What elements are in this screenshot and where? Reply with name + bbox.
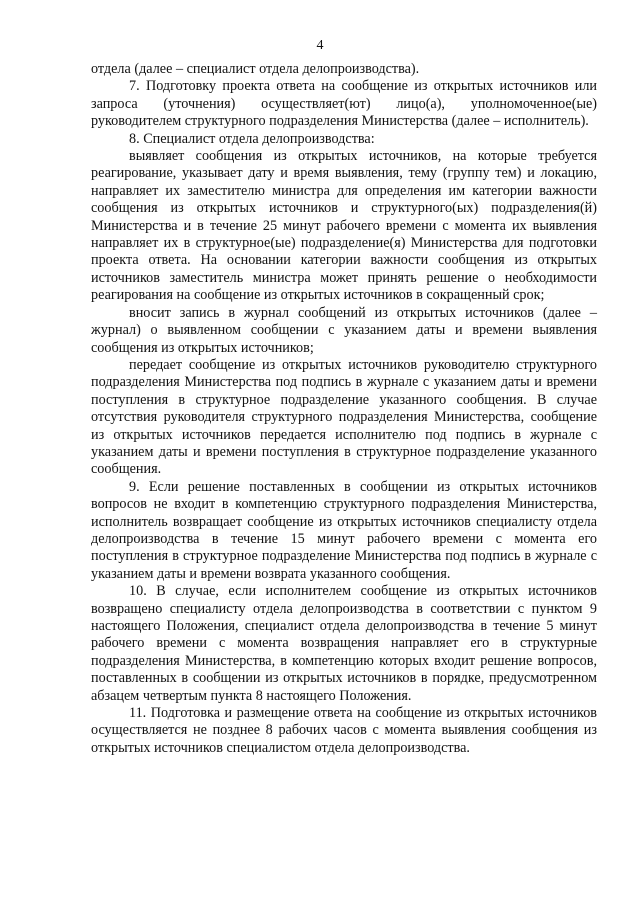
paragraph-continuation: отдела (далее – специалист отдела делопроизводства). bbox=[91, 61, 420, 77]
page-number: 4 bbox=[316, 38, 324, 53]
paragraph-item-10: 10. В случае, если исполнителем сообщение из открытых источников возвращено специалисту отдела делопроизводства в соответствии с пунктом 9 настоящего Положения, специалист отдела делопроизводства в течение 5 минут рабочего времени с момента возвращения направляет его в структурные подразделения Министерства, в компетенцию которых входит решение вопросов, поставленных в сообщении из открытых источников в порядке, предусмотренном абзацем четвертым пункта 8 настоящего Положения. bbox=[91, 583, 597, 704]
paragraph-item-8-subitem-2: вносит запись в журнал сообщений из открытых источников (далее – журнал) о выявленном сообщении с указанием даты и времени выявления сообщения из открытых источников; bbox=[91, 304, 597, 356]
paragraph-item-7: 7. Подготовку проекта ответа на сообщение из открытых источников или запроса (уточнения) осуществляет(ют) лицо(а), уполномоченное(ые) руководителем структурного подразделения Министерства (далее – исполнитель). bbox=[91, 78, 597, 130]
paragraph-item-8: 8. Специалист отдела делопроизводства: bbox=[129, 130, 375, 147]
document-body bbox=[91, 61, 597, 757]
paragraph-item-9: 9. Если решение поставленных в сообщении из открытых источников вопросов не входит в компетенцию структурного подразделения Министерства, исполнитель возвращает сообщение из открытых источников специалисту отдела делопроизводства в течение 15 минут рабочего времени с момента его поступления в структурное подразделение Министерства под подпись в журнале с указанием даты и времени возврата указанного сообщения. bbox=[91, 478, 597, 582]
paragraph-item-11: 11. Подготовка и размещение ответа на сообщение из открытых источников осуществляется не позднее 8 рабочих часов с момента выявления сообщения из открытых источников специалистом отдела делопроизводства. bbox=[91, 705, 597, 756]
paragraph-item-8-subitem-3: передает сообщение из открытых источников руководителю структурного подразделения Министерства под подпись в журнале с указанием даты и времени поступления в структурное подразделение указанного сообщения. В случае отсутствия руководителя структурного подразделения Министерства, сообщение из открытых источников передается исполнителю под подпись в журнале с указанием даты и времени поступления в структурное подразделение указанного сообщения. bbox=[91, 356, 597, 478]
paragraph-item-8-subitem-1: выявляет сообщения из открытых источников, на которые требуется реагирование, указывает дату и время выявления, тему (группу тем) и локацию, направляет их заместителю министра для определения им категории важности сообщения из открытых источников и структурного(ых) подразделения(й) Министерства и в течение 25 минут рабочего времени с момента их выявления направляет их в структурное(ые) подразделение(я) Министерства для подготовки проекта ответа. На основании категории важности сообщения из открытых источников заместитель министра может принять решение о необходимости реагирования на сообщение из открытых источников в сокращенный срок; bbox=[91, 148, 597, 304]
